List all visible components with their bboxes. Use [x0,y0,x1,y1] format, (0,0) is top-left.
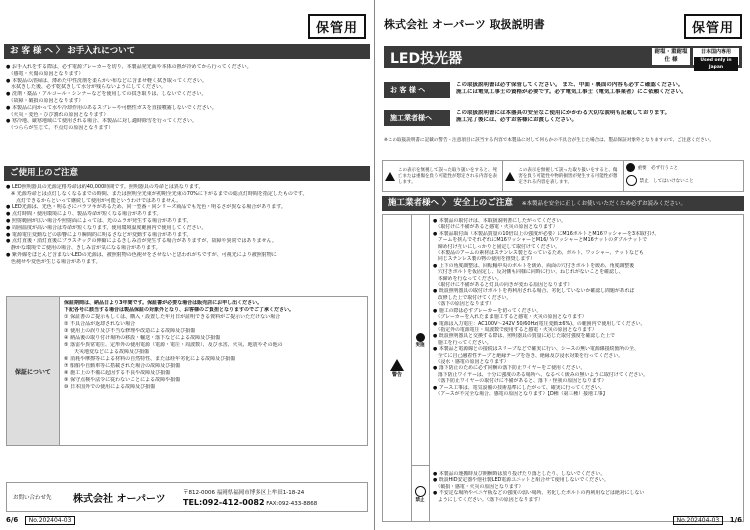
usage-item: ● 点灯直後・消灯直後にプラスチックの伸縮によるきしみ音が発生する場合がありますが、故障や異常ではありません。 [6,238,277,245]
care-list [6,64,368,132]
contact-company: 株式会社 オーパーツ [73,493,166,505]
contact-address: 〒812-0006 福岡県福岡市博多区上牟田1-18-24 [183,489,305,496]
safety-subtitle: ※本製品を安全に正しくお使いいただくため必ずお読みください。 [521,201,687,207]
warning-column [383,215,412,521]
customer-text [456,82,742,96]
guarantee-line: ① 保証書のご提示もしくは、購入・設置した年月日が証明できる資料がご提示いただけない場合 [64,314,281,320]
must-item: 全てに自己融着性テープと絶縁テープを巻き、絶縁及び浸水対策を行ってください。 [433,352,624,359]
must-item: 同じステンレス製の物の使用を推奨します） [433,256,536,263]
must-item: （指定外の電源電圧・周波数で使用すると感電・火災の原因となります） [433,326,597,333]
doc-number: No.202404-03 [673,516,724,525]
page-number: 1/6 [729,516,742,524]
guarantee-line: ② 不具合品が返却されない場合 [64,321,136,327]
installer-line: この取扱説明書には本器具の安全なご使用にかかわる大切な説明も記載しております。 [456,110,671,116]
product-name: LED投光器 [390,51,463,67]
care-item: （故障・破損の原因となります） [6,97,84,104]
usage-item: ● LED照明器具の光源定格寿命は約40,000時間です。照明器具の寿命とは異なります。 [6,184,204,190]
guarantee-line: ⑦ 船舶や自動車等に搭載された場合の故障及び損傷 [64,363,181,369]
japan-only-sub: Used only in Japan [694,57,738,71]
guarantee-label: 保証について [7,297,60,445]
warning-label: 警告 [391,371,402,378]
contact-label: お問い合わせ先 [13,495,52,501]
care-item: （火災・変色・ひび割れの原因となります） [6,111,109,118]
page-number: 6/6 [6,516,19,524]
guarantee-box [6,296,368,446]
must-item: アームを挟んでそれぞれにM16ワッシャーとM16/ ¼ワッシャーとM16ナットのダブルナットで [433,237,648,244]
care-item: ● 寒冷地、厳寒地域にて使用される場合、本製品に対し適時除雪を行ってください。 [6,118,197,125]
ban-item: ● 本製品の運搬時及び開梱時は放り投げたり落としたり、しないでください。 [433,471,606,477]
ban-list [433,471,740,503]
must-item: 落下防止ワイヤーは、十分に強度のある場所へ、なるべく緩みの無いように取付けてください。 [433,371,649,378]
prohibited-icon [626,175,637,186]
must-item: （落下防止ワイヤーの取付けに不備があると、落下・怪我の原因となります） [433,378,607,385]
customer-line: 施工には電気工事士の資格が必要です。必ず電気工事士（電気工事業者）にご依頼ください。 [456,89,687,95]
care-item: （感電・火傷の原因となります） [6,70,84,77]
contact-fax: FAX:092-433-8868 [266,500,318,507]
guarantee-line: ⑥ 消耗や摩擦等による材料の自然特性、または経年劣化による故障及び損傷 [64,356,236,362]
keep-label: 保管用 [684,14,742,39]
care-item: ● 洗剤・薬品・アルコール・シンナーなどを使用しての拭き取りは、しないでください。 [6,91,207,98]
care-item: 水拭きした後、必ず乾拭きして水分が残らないようにしてください。 [6,84,167,91]
installer-pill: 施工業者様へ [384,110,450,126]
ban-item: ● 既設HID安定器や他社製LED電源ユニットと組合せて使用しないでください。 [433,477,609,484]
must-label: 実施 [415,342,425,348]
must-item: ● 既設照明器具と交換する際は、照明器具の質量に応じた取付強度を確認した上で [433,333,615,340]
product-bar [384,46,742,68]
front-page [376,0,750,530]
symbol-legend [382,160,744,192]
prohibited-icon [415,486,426,497]
must-item: （取付けに不備があると感電・火災の原因となります） [433,224,558,231]
warning-triangle-icon [390,359,404,371]
caution-triangle-icon [505,172,515,181]
must-item: ● 電源は入力電圧：AC100V〜242V 50/60Hz(電圧変動±6%)、の範囲内で使用してください。 [433,320,646,327]
page-footer [669,516,742,524]
must-item: （浸水・感電の原因となります） [433,358,509,365]
usage-section-bar: ご使用上のご注意 [4,166,370,181]
warning-table [382,214,744,522]
customer-line: この取扱説明書は必ず保管してください。 また、中面・裏面の内容も必ずご確認ください。 [456,82,684,88]
usage-item: 静かな環境でご使用の場合、きしみ音が気になる場合があります。 [6,245,161,252]
keep-label: 保管用 [308,14,366,39]
usage-item: 点灯できるからといって継続して使用が可能というわけではありません。 [6,197,182,204]
must-column [411,215,430,465]
must-do-icon [416,333,425,342]
legend-warning: この表示を無視して誤った取り扱いをすると、死亡または重傷を負う可能性が想定される内容を表します。 [383,161,503,191]
usage-item: ● 電源電圧変動などの影響により瞬間的に明るさなどが変動する場合があります。 [6,231,192,238]
ban-item: ● 不安定な場所やベニヤ板などの強度の弱い場所、劣化したボルトの再利用などは絶対にしない [433,490,645,497]
usage-item: ※ 光源寿命とは点灯しなくなるまでの時間、または照明全光束が初期全光束の70%に下がるまでの総点灯時間を指定したものです。 [6,190,308,197]
must-do-icon [626,163,635,172]
usage-item: ● 照射範囲が広い場合や照射面によっては、光のムラが発生する場合があります。 [6,217,192,224]
ban-item: （破損・感電・火災の原因となります） [433,483,524,490]
ban-column [411,465,430,522]
must-item: ● 本製品と電源線との接続はスリーブなどで確実に行い、シースの無い電源線接続箇所の全、 [433,346,639,353]
warning-triangle-icon [385,172,395,181]
must-item: （取付けに不備があると灯具の向きが変わる原因となります） [433,282,573,289]
guarantee-line: ⑨ 保守点検や法令に従わないことによる故障や損傷 [64,377,181,383]
warranty-note: ※この取扱説明書に記載の警告・注意項目に該当する内容で本製品に対して何らかの不具合が生じた場合は、製品保証対象外となりますので、ご注意ください。 [384,138,714,143]
usage-item: ● 紫外線をほとんど含まないLEDの光源は、被照射物の色褪せをさせないと思われがちですが、可視光により被照射物に [6,251,277,258]
must-item: 締め付け互いにしっかりと固定して取付けてください。 [433,243,561,250]
must-item: ● 本製品の取付けは、本取扱説明書にしたがってください。 [433,218,566,224]
must-item: ● アース工事は、電気設備の技術基準にしたがって、確実に行ってください。 [433,384,605,391]
doc-number: No.202404-03 [25,516,76,525]
legend-caution: この表示を無視して誤った取り扱いをすると、傷害を負う可能性や物的損害が発生する可能性が想定される内容を表します。 [503,161,623,191]
care-section-bar: お 客 様 へ 〉 お手入れについて [4,44,370,59]
usage-item: ● 点灯時間・使用環境により、製品寿命が短くなる場合があります。 [6,211,162,218]
must-item: （アースが不完全な場合、感電の原因となります）【D種（第三種）接地工事】 [433,390,608,397]
must-item: （ブレーカーを入れたまま施工すると感電・火災の原因となります） [433,314,587,321]
safety-section-bar [382,196,744,211]
must-item: ● 本製品取付面（本製品質量の10倍以上の強度が必要）にM16ボルトとM16ワッシャーを3本取付け、 [433,230,660,237]
must-item: ● 施工の際は必ずブレーカーを切ってください。 [433,307,542,314]
must-list [433,218,740,397]
ban-label: 禁止 [415,497,425,503]
contact-details [183,488,317,507]
guarantee-text [60,297,367,445]
japan-only-text: 日本国内専用 [694,49,738,56]
care-item: ● 本製品に向かって水や冷却作用のあるスプレーや可燃性ガスを直接噴霧しないでください。 [6,104,217,111]
page-footer [6,516,75,524]
must-item: （落下の原因となります） [433,301,495,308]
guarantee-line: ⑩ 日本国外での使用による故障及び損傷 [64,384,156,390]
manual-title: 株式会社 オーパーツ 取扱説明書 [384,18,545,31]
guarantee-line: 下記各号に該当する場合は製品保証の対象外となり、お客様のご負担となりますのでご了承ください。 [64,307,295,313]
installer-line: 施工完了後には、必ずお客様にお渡しください。 [456,117,578,123]
legend-symbols: 重要 必ず行うこと 禁止 してはいけないこと [624,161,743,191]
usage-item: ● LED光源は、光色・明るさにバラツキがあるため、同一型番・同シリーズ商品でも光色・明るさが異なる場合があります。 [6,204,286,211]
must-item: 穴付きボルトを仮固定し、反対側も同様に同時に行い、ねじれがないことを確認し、 [433,269,624,276]
must-item: 改修した上で取付けてください。 [433,294,512,301]
care-item: ● 本製品の清掃は、薄めた中性洗剤を柔らかい布などに含ませ軽く拭き取ってください。 [6,77,207,84]
contact-box [6,482,368,512]
guarantee-line: 保証期間は、納品日より3年間です。保証書が必要な場合は販売店にお申し出ください。 [64,300,263,306]
guarantee-line: ④ 納品後の取り付け場所の移設・輸送・落下などによる故障及び損傷 [64,335,221,341]
installer-text [456,110,742,124]
must-item: ● 上下の角度調整は、回転軸中央のボルトを緩め、両面の穴付きボルトを緩め、角度調整後 [433,262,635,269]
must-item: ● 既設照明器具の取付けボルトを再利用される場合、劣化していないか確認し問題があれば [433,288,635,295]
must-item: （本製品のアームの素材はステンレス製となっているため、ボルト、ワッシャー、ナットなども [433,250,644,257]
must-item: 本締めを行なってください。 [433,275,502,282]
must-item: ● 落下防止のために必ず同梱の落下防止ワイヤーをご使用ください。 [433,365,586,372]
usage-item: ● 周囲温度が高い場合は寿命が短くなります。使用環境温度範囲内で使用してください。 [6,224,207,231]
usage-item: 色褪せや変色が生じる場合があります。 [6,258,101,265]
guarantee-line: ⑤ 落雷や異常電圧、定形外の使用電源（電源・電圧・周波数）、及び水害、火災、地震やその他の [64,342,283,348]
guarantee-line: 天災地変などによる故障及び損傷 [64,349,150,355]
care-item: ● お手入れをする際は、必ず電源ブレーカーを切り、本製品発光面や本体の熱が冷めてから行ってください。 [6,64,252,70]
must-item: 施工を行ってください。 [433,339,492,346]
care-item: （つららが生じて、不点灯の原因となります） [6,125,114,132]
guarantee-line: ③ 使用上の誤り及び不当な修理や改造による故障及び損傷 [64,328,196,334]
customer-pill: お 客 様 へ [384,82,450,98]
usage-list [6,184,368,266]
ban-item: ようにしてください。（落下の原因となります） [433,496,544,503]
safety-title: 施工業者様へ 〉 安全上のご注意 [388,198,513,208]
contact-tel: TEL:092-412-0082 [183,497,265,507]
spec-badge: 耐塩・重耐塩 仕 様 [652,48,690,65]
guarantee-line: ⑧ 施工上の不備に起因する不良や故障及び損傷 [64,370,171,376]
japan-only-badge [693,48,739,70]
